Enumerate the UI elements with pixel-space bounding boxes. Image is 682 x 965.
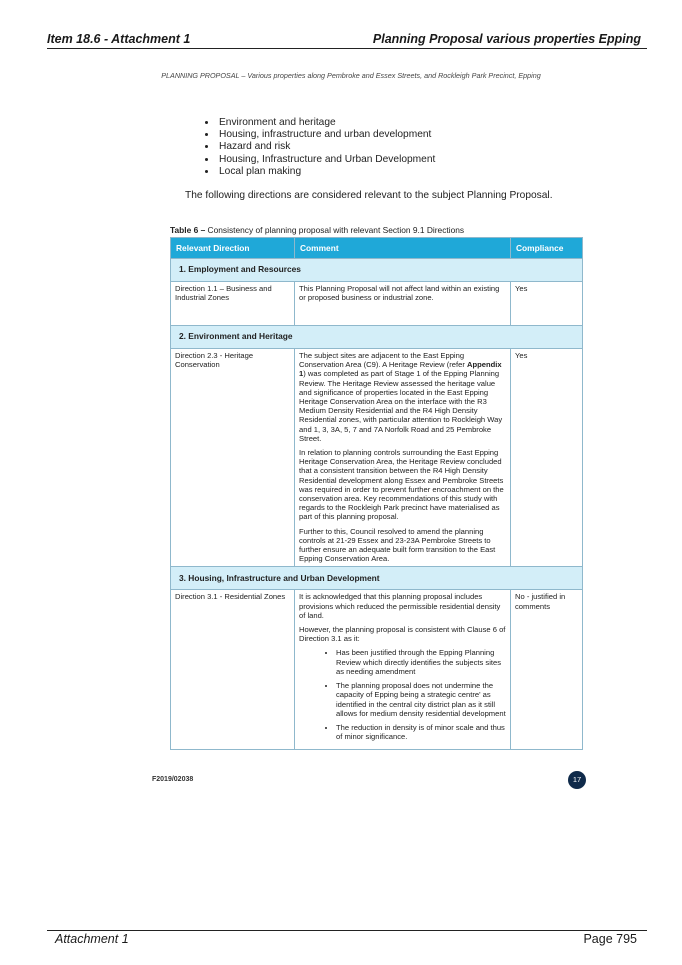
- page-footer: [47, 930, 647, 946]
- header-comment: Comment: [295, 238, 511, 259]
- table-caption: [170, 225, 464, 235]
- list-item: • Has been justified through the Epping Planning Review which directly identifies the subjects sites as needing amendment: [336, 648, 506, 676]
- list-item: • The planning proposal does not undermine the capacity of Epping being a strategic centre' as identified in the central city district plan as it still allows for medium density residential development: [336, 681, 506, 718]
- table-row: [171, 349, 583, 567]
- section-environment: 2. Environment and Heritage: [171, 326, 583, 349]
- list-item: • Local plan making: [217, 166, 435, 178]
- section-row: [171, 259, 583, 282]
- section-row: [171, 326, 583, 349]
- directions-table: [170, 237, 583, 750]
- direction-cell: Direction 2.3 - Heritage Conservation: [171, 349, 295, 567]
- appendix-reference: Appendix 1: [299, 360, 502, 379]
- compliance-cell: No - justified in comments: [511, 590, 583, 750]
- header-item: Item 18.6 - Attachment 1: [47, 32, 191, 46]
- comment-bullets: [299, 648, 506, 741]
- list-item: • Housing, Infrastructure and Urban Development: [217, 154, 435, 166]
- comment-cell: The subject sites are adjacent to the East Epping Conservation Area (C9). A Heritage Review (refer Appendix 1) was completed as part of Stage 1 of the Epping Planning Review. The Heritage Review assessed the heritage value and significance of properties located in the East Epping Heritage Conservation Area on the interface with the R3 Medium Density Residential and the R4 High Density Residential zones, with particular attention to Rockleigh Way and 1, 3, 3A, 5, 7 and 7A Norfolk Road and 25 Pembroke Street. In relation to planning controls surrounding the East Epping Heritage Conservation Area, the Heritage Review concluded that a consistent transition between the R4 High Density Residential development along Essex and Pembroke Streets was required in order to prevent further encroachment on the conservation area. Key recommendations of this study with regards to the Rockleigh Park precinct have materialised as part of this planning proposal. Further to this, Council resolved to amend the planning controls at 21-29 Essex and 23-23A Pembroke Streets to further ensure an adequate built form transition to the East Epping Conservation Area.: [295, 349, 511, 567]
- page-header: [47, 32, 647, 49]
- document-subtitle: PLANNING PROPOSAL – Various properties along Pembroke and Essex Streets, and Rockleigh Park Precinct, Epping: [161, 71, 541, 80]
- footer-attachment: Attachment 1: [55, 932, 129, 946]
- table-row: [171, 282, 583, 326]
- compliance-cell: Yes: [511, 282, 583, 326]
- direction-cell: Direction 1.1 – Business and Industrial Zones: [171, 282, 295, 326]
- header-relevant-direction: Relevant Direction: [171, 238, 295, 259]
- section-housing: 3. Housing, Infrastructure and Urban Development: [171, 567, 583, 590]
- table-row: [171, 590, 583, 750]
- compliance-cell: Yes: [511, 349, 583, 567]
- list-item: • Housing, infrastructure and urban development: [217, 129, 435, 141]
- table-caption-label: Table 6 –: [170, 225, 206, 235]
- list-item: • Hazard and risk: [217, 141, 435, 153]
- comment-cell: This Planning Proposal will not affect land within an existing or proposed business or industrial zone.: [295, 282, 511, 326]
- list-item: • Environment and heritage: [217, 117, 435, 129]
- page-number-badge: 17: [568, 771, 586, 789]
- direction-category-list: [185, 117, 435, 178]
- section-employment: 1. Employment and Resources: [171, 259, 583, 282]
- table-caption-text: Consistency of planning proposal with relevant Section 9.1 Directions: [205, 225, 465, 235]
- table-header-row: [171, 238, 583, 259]
- section-row: [171, 567, 583, 590]
- document-code: F2019/02038: [152, 776, 194, 783]
- header-compliance: Compliance: [511, 238, 583, 259]
- list-item: • The reduction in density is of minor scale and thus of minor significance.: [336, 723, 506, 741]
- footer-page: Page 795: [583, 932, 637, 946]
- direction-cell: Direction 3.1 - Residential Zones: [171, 590, 295, 750]
- comment-cell: It is acknowledged that this planning proposal includes provisions which reduced the permissible residential density of land. However, the planning proposal is consistent with Clause 6 of Direction 3.1 as it: • Has been justified through the Epping Planning Review which directly identifies the subjects sites as needing amendment • The planning proposal does not undermine the capacity of Epping being a strategic centre' as identified in the central city district plan as it still allows for medium density residential development • The reduction in density is of minor scale and thus of minor significance.: [295, 590, 511, 750]
- header-title: Planning Proposal various properties Epping: [372, 32, 641, 46]
- intro-paragraph: The following directions are considered relevant to the subject Planning Proposal.: [185, 190, 553, 201]
